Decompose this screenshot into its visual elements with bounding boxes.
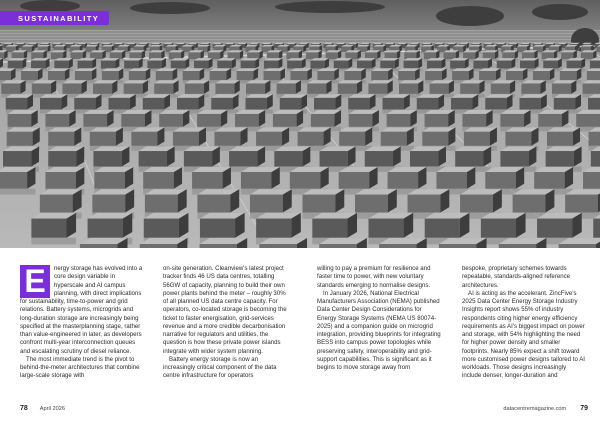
container-front [129,52,141,59]
container-front [591,151,600,166]
container-front [83,114,107,127]
container-front [404,61,419,69]
container-front [200,244,237,248]
container-front [565,195,598,213]
container-front [40,195,73,213]
container-front [455,151,483,166]
container-front [520,98,541,110]
paragraph: In January 2026, National Electrical Manufacturers Association (NEMA) published Data Center Design Considerations for Energy Storage Systems (NEMA US 80074-2025) and a companion guide on microgrid integration, providing blueprints for integrating BESS into campus power topologies while preserving safety, interoperability and grid-support capabilities. This is significant as it begins to move storage away from [317,289,441,371]
container-front [48,132,74,146]
container-front [211,98,232,110]
container-front [274,151,302,166]
container-front [450,61,465,69]
container-front [520,61,535,69]
container-front [51,52,63,59]
container-front [425,114,449,127]
container-front [307,83,326,93]
container-front [379,244,416,248]
container-front [273,114,297,127]
container-front [94,172,125,189]
container-front [92,195,125,213]
container-front [246,83,265,93]
container-front [235,114,259,127]
container-front [589,132,600,146]
container-front [8,114,32,127]
container-front [424,52,436,59]
container-front [320,151,348,166]
container-front [140,244,177,248]
container-front [302,195,335,213]
container-front [109,98,130,110]
container-front [500,151,528,166]
container-front [290,71,307,80]
container-front [90,52,102,59]
container-front [417,98,438,110]
container-front [45,114,69,127]
container-front [483,52,495,59]
container-front [7,132,33,146]
container-front [93,83,112,93]
container-front [583,83,600,93]
container-front [365,52,377,59]
container-front [169,52,181,59]
container-front [192,172,223,189]
container-front [228,52,240,59]
container-front [443,52,455,59]
container-front [506,71,523,80]
container-front [31,61,46,69]
page-number-right: 79 [580,405,588,412]
container-front [479,71,496,80]
paragraph: nergy storage has evolved into a core design variable in hyperscale and AI campus planning, with direct implications for sustainability, time-to-power and grid relations. Battery systems, microgrids and long-duration storage are increasingly being specified at the masterplanning stage, rather than value-engineered in later, as developers confront multi-year interconnection queues and escalating scrutiny of diesel reliance. [20,265,143,355]
container-front [3,151,31,166]
container-front [355,195,388,213]
container-front [154,83,173,93]
paragraph: on-site generation. Cleanview's latest project tracker finds 46 US data centres, totalling 56GW of capacity, planning to build their own power plants behind the meter – roughly 30% of all planned US data centre capacity. For operators, co-located storage is becoming the ticket to faster energisation, grid-services revenue and a more credible decarbonisation narrative for regulators and utilities, the question is how these private power islands integrate with wider system planning. [163,265,287,355]
container-front [298,132,324,146]
container-front [399,83,418,93]
container-front [576,114,600,127]
container-front [306,52,318,59]
container-front [522,52,534,59]
container-front [215,83,234,93]
container-front [124,83,143,93]
container-front [21,71,38,80]
container-front [214,132,240,146]
footer-left [20,404,65,414]
container-front [559,244,596,248]
container-front [534,172,565,189]
page-number-left: 78 [20,405,28,412]
container-front [311,114,335,127]
container-front [0,71,11,80]
container-front [317,71,334,80]
issue-date: April 2026 [39,406,65,412]
container-front [388,172,419,189]
container-front [338,83,357,93]
container-front [237,71,254,80]
container-front [0,52,4,59]
container-front [287,61,302,69]
container-front [436,172,467,189]
container-front [312,219,347,238]
container-front [173,132,199,146]
footer-right [503,404,588,414]
container-front [554,98,575,110]
container-front [583,172,600,189]
container-front [280,98,301,110]
container-front [546,151,574,166]
container-front [368,83,387,93]
container-front [143,98,164,110]
container-front [460,83,479,93]
container-front [581,52,593,59]
paragraph: The most immediate trend is the pivot to behind-the-meter architectures that combine large-scale storage with [20,355,140,380]
container-front [485,172,516,189]
container-front [200,219,235,238]
container-front [185,83,204,93]
container-front [264,61,279,69]
container-front [538,114,562,127]
container-front [368,219,403,238]
container-front [129,71,146,80]
container-front [502,52,514,59]
container-front [410,151,438,166]
container-front [349,114,373,127]
container-front [78,61,93,69]
article-column-4 [462,265,586,381]
container-front [256,132,282,146]
container-shadow [0,189,35,195]
container-front [513,195,546,213]
container-front [197,114,221,127]
container-front [80,244,117,248]
article-column-2 [163,265,287,381]
container-front [74,98,95,110]
container-front [241,61,256,69]
container-front [464,132,490,146]
container-front [8,61,23,69]
container-front [229,151,257,166]
container-front [139,151,167,166]
container-front [588,98,600,110]
container-front [560,71,577,80]
container-front [277,83,296,93]
container-front [537,219,572,238]
container-front [88,219,123,238]
container-front [210,71,227,80]
container-front [145,195,178,213]
container-front [439,244,476,248]
container-front [31,219,66,238]
container-front [48,71,65,80]
storage-container [31,213,76,245]
container-front [561,52,573,59]
container-front [121,114,145,127]
container-front [408,195,441,213]
container-front [70,52,82,59]
container-front [12,52,24,59]
container-front [264,71,281,80]
container-front [75,71,92,80]
container-front [45,172,76,189]
container-front [310,61,325,69]
container-front [267,52,279,59]
container-front [383,98,404,110]
storage-container [0,167,35,194]
container-shadow [31,238,76,245]
container-front [533,71,550,80]
container-front [385,52,397,59]
container-front [427,61,442,69]
container-front [177,98,198,110]
container-front [90,132,116,146]
container-front [290,172,321,189]
container-front [357,61,372,69]
container-front [430,83,449,93]
container-front [156,71,173,80]
container-front [371,71,388,80]
container-front [54,61,69,69]
container-front [32,83,51,93]
container-front [326,52,338,59]
container-front [505,132,531,146]
paragraph: bespoke, proprietary schemes towards repeatable, standards-aligned reference architectures. [462,265,571,289]
container-front [463,52,475,59]
container-front [247,52,259,59]
container-front [149,52,161,59]
container-front [314,98,335,110]
container-front [404,52,416,59]
container-front [452,71,469,80]
container-front [481,219,516,238]
container-front [460,195,493,213]
container-front [250,195,283,213]
container-front [552,83,571,93]
container-front [345,52,357,59]
container-front [102,71,119,80]
container-front [380,61,395,69]
container-front [348,98,369,110]
container-front [422,132,448,146]
container-front [543,61,558,69]
container-front [124,61,139,69]
container-front [593,219,600,238]
container-front [259,244,296,248]
container-front [425,219,460,238]
container-front [246,98,267,110]
container-front [473,61,488,69]
container-front [286,52,298,59]
container-front [425,71,442,80]
container-front [499,244,536,248]
container-front [521,83,540,93]
container-front [93,151,121,166]
container-front [334,61,349,69]
container-front [542,52,554,59]
container-front [485,98,506,110]
container-front [143,172,174,189]
container-front [183,71,200,80]
container-front [6,98,27,110]
container-front [31,52,43,59]
container-front [491,83,510,93]
container-grid [0,43,600,248]
container-front [101,61,116,69]
paragraph: Battery energy storage is now an increasingly critical component of the data centre infrastructure for operators [163,355,277,380]
drop-cap: E [20,265,50,298]
container-front [587,71,600,80]
container-front [344,71,361,80]
container-front [590,61,600,69]
container-front [462,114,486,127]
container-front [147,61,162,69]
container-front [131,132,157,146]
container-front [387,114,411,127]
paragraph: AI is acting as the accelerant. ZincFive's 2025 Data Center Energy Storage Industry Insights report shows 55% of industry respondents citing higher energy efficiency requirements as AI's biggest impact on power and storage, with 54% highlighting the need for higher power density and smaller footprints. Nearly 85% expect a shift toward more customised power designs tailored to AI workloads. Those designs increasingly include denser, longer-duration and [462,289,585,380]
container-front [208,52,220,59]
container-front [319,244,356,248]
container-front [159,114,183,127]
container-front [217,61,232,69]
section-tag: SUSTAINABILITY [0,11,109,25]
container-front [184,151,212,166]
container-front [339,172,370,189]
container-front [365,151,393,166]
container-front [241,172,272,189]
container-front [144,219,179,238]
container-front [48,151,76,166]
container-front [339,132,365,146]
container-front [110,52,122,59]
container-front [40,98,61,110]
container-front [1,83,20,93]
container-front [547,132,573,146]
container-front [497,61,512,69]
container-front [197,195,230,213]
container-front [188,52,200,59]
container-front [567,61,582,69]
container-front [62,83,81,93]
container-front [171,61,186,69]
article-column-3 [317,265,441,372]
container-front [500,114,524,127]
container-front [256,219,291,238]
container-front [194,61,209,69]
container-front [0,172,27,189]
container-front [451,98,472,110]
container-front [398,71,415,80]
paragraph: willing to pay a premium for resilience and faster time to power, with new voluntary standards emerging to normalise designs. [317,265,431,289]
article-column-1 [20,265,144,381]
website-url: datacentremagazine.com [503,406,567,412]
container-front [381,132,407,146]
